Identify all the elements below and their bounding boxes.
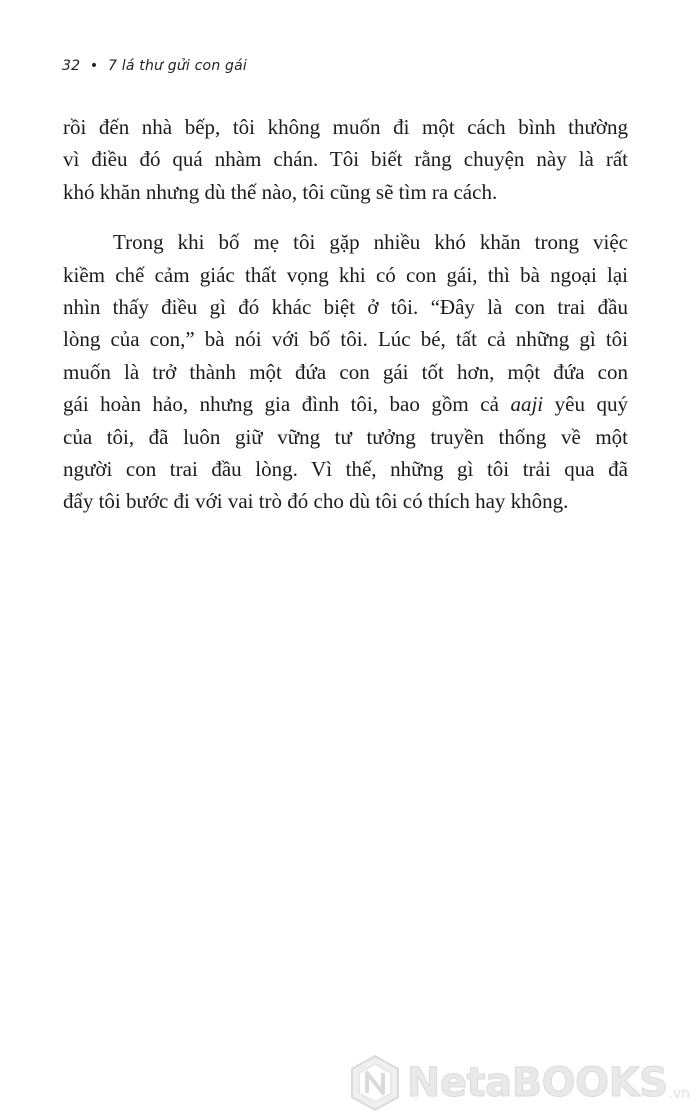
watermark-suffix: .vn bbox=[668, 1086, 690, 1102]
text-line: kiềm chế cảm giác thất vọng khi có con gái, thì bà ngoại lại bbox=[63, 262, 628, 287]
page-body bbox=[63, 111, 628, 518]
text-line: nhìn thấy điều gì đó khác biệt ở tôi. “Đây là con trai đầu bbox=[63, 294, 628, 319]
book-title: 7 lá thư gửi con gái bbox=[108, 58, 248, 74]
watermark bbox=[349, 1054, 690, 1112]
text-segment: yêu quý bbox=[543, 392, 628, 417]
header-separator: • bbox=[89, 58, 99, 74]
running-header bbox=[62, 58, 247, 74]
emphasis-aaji: aaji bbox=[510, 392, 544, 417]
text-line-with-emphasis bbox=[63, 388, 628, 420]
paragraph-2 bbox=[63, 226, 628, 518]
text-line: muốn là trở thành một đứa con gái tốt hơn, một đứa con bbox=[63, 359, 628, 384]
netabooks-logo-icon bbox=[349, 1054, 401, 1112]
text-line: Trong khi bố mẹ tôi gặp nhiều khó khăn trong việc bbox=[113, 230, 628, 255]
paragraph-gap bbox=[63, 208, 628, 226]
text-line: rồi đến nhà bếp, tôi không muốn đi một cách bình thường bbox=[63, 115, 628, 139]
text-line: người con trai đầu lòng. Vì thế, những gì tôi trải qua đã bbox=[63, 456, 628, 481]
text-line: khó khăn nhưng dù thế nào, tôi cũng sẽ tìm ra cách. bbox=[63, 179, 498, 204]
text-line: vì điều đó quá nhàm chán. Tôi biết rằng chuyện này là rất bbox=[63, 147, 628, 172]
text-segment: gái hoàn hảo, nhưng gia đình tôi, bao gồm cả bbox=[63, 392, 511, 417]
watermark-text: NetaBOOKS bbox=[406, 1060, 668, 1106]
paragraph-1 bbox=[63, 111, 628, 208]
text-line: của tôi, đã luôn giữ vững tư tưởng truyền thống về một bbox=[63, 424, 628, 449]
page-number: 32 bbox=[62, 58, 81, 74]
text-line: đẩy tôi bước đi với vai trò đó cho dù tôi có thích hay không. bbox=[63, 489, 569, 514]
text-line: lòng của con,” bà nói với bố tôi. Lúc bé, tất cả những gì tôi bbox=[63, 327, 628, 352]
